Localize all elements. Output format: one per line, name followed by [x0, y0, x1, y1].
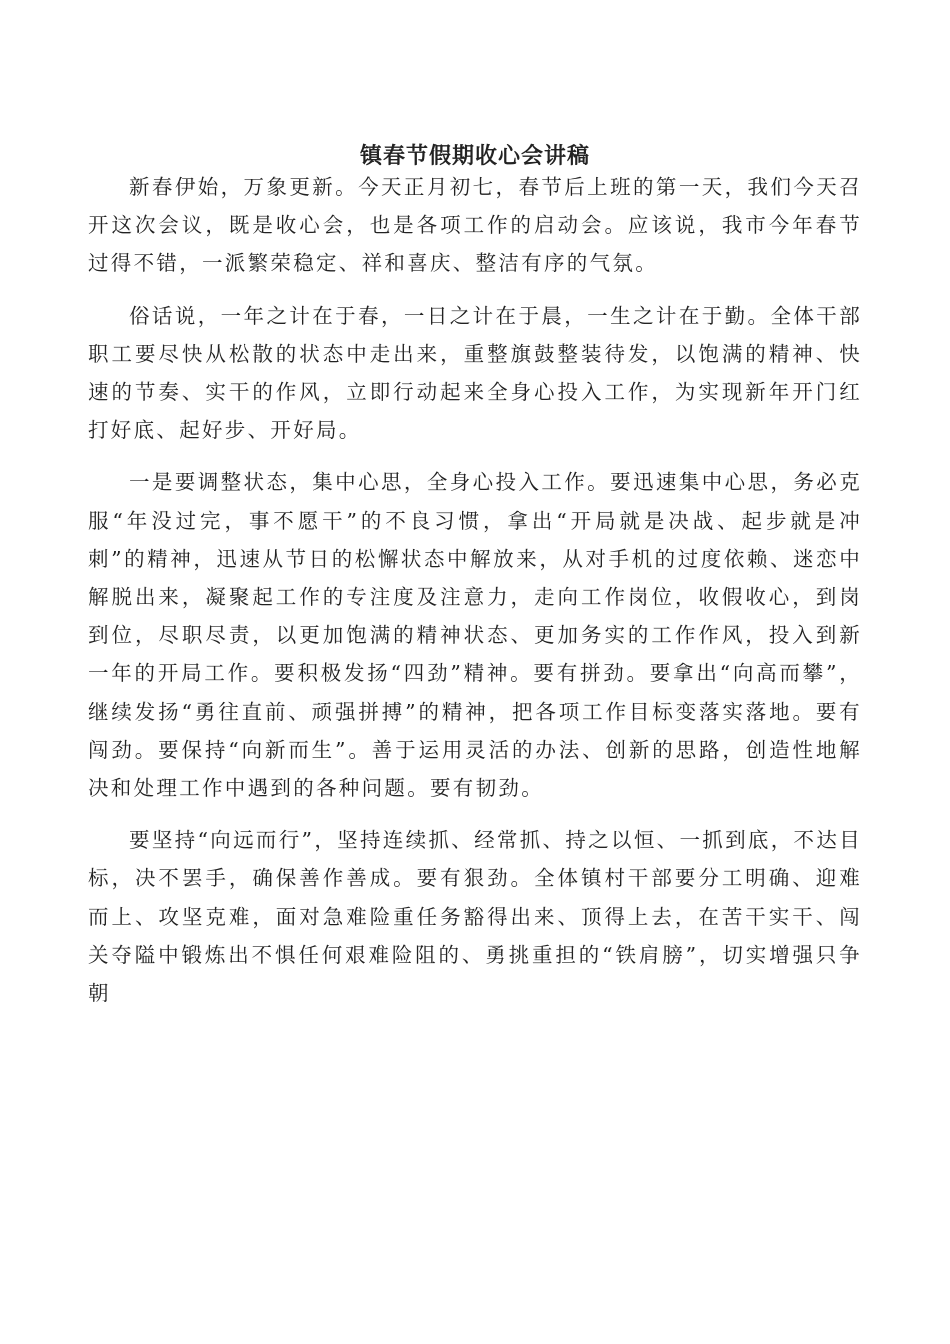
document-body — [88, 168, 862, 1026]
document-title: 镇春节假期收心会讲稿 — [359, 143, 590, 169]
paragraph-opening: 新春伊始，万象更新。今天正月初七，春节后上班的第一天，我们今天召开这次会议，既是收心会，也是各项工作的启动会。应该说，我市今年春节过得不错，一派繁荣稳定、祥和喜庆、整洁有序的气氛。 — [88, 175, 862, 276]
paragraph-persist: 要坚持“向远而行”，坚持连续抓、经常抓、持之以恒、一抓到底，不达目标，决不罢手，确保善作善成。要有狠劲。全体镇村干部要分工明确、迎难而上、攻坚克难，面对急难险重任务豁得出来、顶得上去，在苦干实干、闯关夺隘中锻炼出不惧任何艰难险阻的、勇挑重担的“铁肩膀”，切实增强只争朝 — [88, 828, 862, 1006]
paragraph-adjust-state: 一是要调整状态，集中心思，全身心投入工作。要迅速集中心思，务必克服“年没过完，事不愿干”的不良习惯，拿出“开局就是决战、起步就是冲刺”的精神，迅速从节日的松懈状态中解放来，从对手机的过度依赖、迷恋中解脱出来，凝聚起工作的专注度及注意力，走向工作岗位，收假收心，到岗到位，尽职尽责，以更加饱满的精神状态、更加务实的工作作风，投入到新一年的开局工作。要积极发扬“四劲”精神。要有拼劲。要拿出“向高而攀”，继续发扬“勇往直前、顽强拼搏”的精神，把各项工作目标变落实落地。要有闯劲。要保持“向新而生”。善于运用灵活的办法、创新的思路，创造性地解决和处理工作中遇到的各种问题。要有韧劲。 — [88, 470, 862, 801]
paragraph-proverb: 俗话说，一年之计在于春，一日之计在于晨，一生之计在于勤。全体干部职工要尽快从松散的状态中走出来，重整旗鼓整装待发，以饱满的精神、快速的节奏、实干的作风，立即行动起来全身心投入工作，为实现新年开门红打好底、起好步、开好局。 — [88, 303, 862, 443]
